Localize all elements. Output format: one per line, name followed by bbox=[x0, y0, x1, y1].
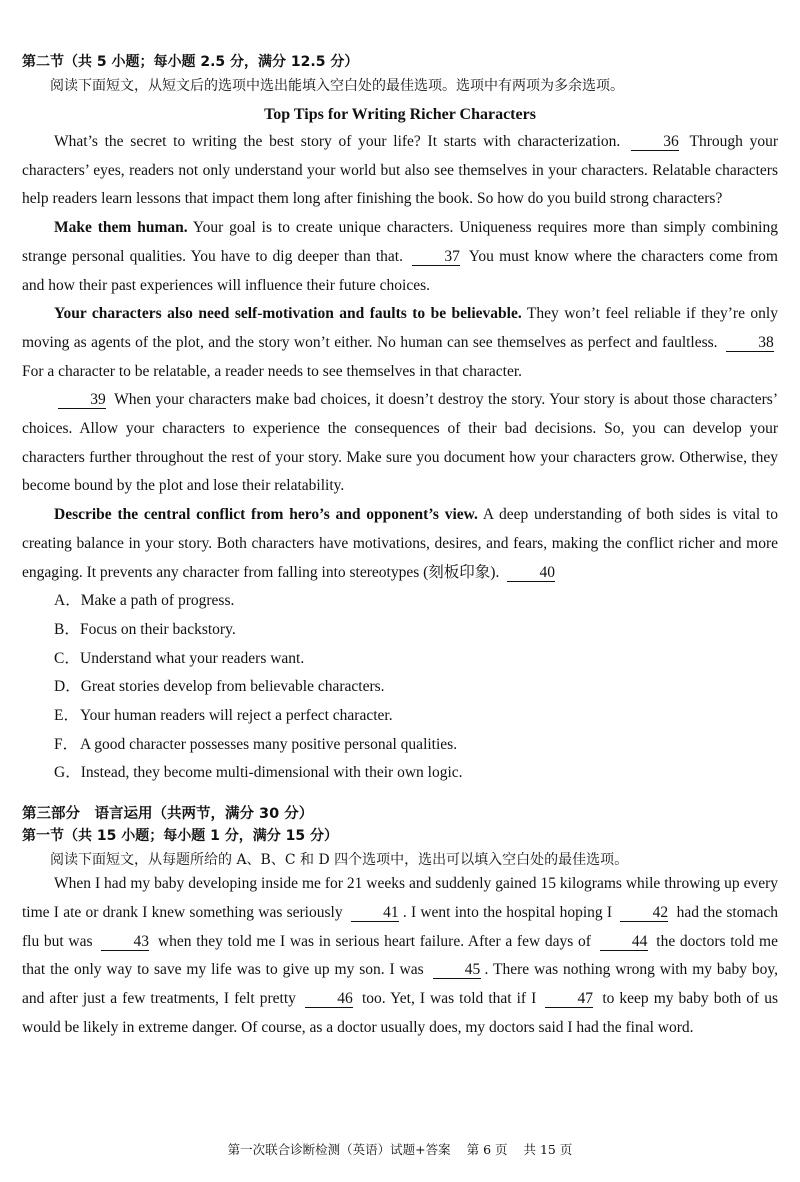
answer-options bbox=[22, 587, 778, 788]
blank-45: 45 bbox=[433, 962, 481, 979]
option-e: E．Your human readers will reject a perfect character. bbox=[54, 707, 393, 725]
blank-46: 46 bbox=[305, 991, 353, 1008]
paragraph-lead: Describe the central conflict from hero’s and opponent’s view. bbox=[54, 506, 478, 524]
cloze-paragraph: When I had my baby developing inside me for 21 weeks and suddenly gained 15 kilograms while throwing up every time I ate or drank I knew something was seriously 41 . I went into the hospital hoping I 42 had the stomach flu but was 43 when they told me I was in serious heart failure. After a few days of 44 the doctors told me that the only way to save my life was to give up my son. I was 45 . There was nothing wrong with my baby boy, and after just a few treatments, I felt pretty 46 too. Yet, I was told that if I 47 to keep my baby both of us would be likely in extreme danger. Of course, as a doctor usually does, my doctors said I had the final word. bbox=[22, 875, 779, 1036]
blank-47: 47 bbox=[545, 991, 593, 1008]
section-heading: 第一节（共 15 小题；每小题 1 分，满分 15 分） bbox=[22, 828, 338, 845]
blank-38: 38 bbox=[726, 335, 774, 352]
option-a: A．Make a path of progress. bbox=[54, 592, 235, 610]
blank-43: 43 bbox=[101, 934, 149, 951]
paragraph-4: 39 When your characters make bad choices, it doesn’t destroy the story. Your story is about those characters’ choices. Allow your characters to experience the consequences of their bad decisions. So, you can develop your characters further throughout the rest of your story. Make sure you document how your characters grow. Otherwise, they become bound by the plot and lose their relatability. bbox=[22, 391, 778, 495]
paragraph-1: What’s the secret to writing the best story of your life? It starts with characterization. 36 Through your characters’ eyes, readers not only understand your world but also see themselves in your characters. Relatable characters help readers learn lessons that impact them long after finishing the book. So how do you build strong characters? bbox=[22, 133, 778, 208]
paragraph-5: Describe the central conflict from hero’s and opponent’s view. A deep understanding of both sides is vital to creating balance in your story. Both characters have motivations, desires, and fears, making the conflict richer and more engaging. It prevents any character from falling into stereotypes (刻板印象). 40 bbox=[22, 506, 778, 581]
section-instructions: 阅读下面短文，从每题所给的 A、B、C 和 D 四个选项中，选出可以填入空白处的最佳选项。 bbox=[50, 852, 629, 869]
page-total: 共 15 页 bbox=[523, 1142, 573, 1157]
part-heading: 第三部分 语言运用（共两节，满分 30 分） bbox=[22, 806, 314, 823]
blank-36: 36 bbox=[631, 134, 679, 151]
section-heading: 第二节（共 5 小题；每小题 2.5 分，满分 12.5 分） bbox=[22, 54, 359, 70]
passage-title: Top Tips for Writing Richer Characters bbox=[264, 106, 536, 123]
option-b: B．Focus on their backstory. bbox=[54, 620, 236, 638]
blank-40: 40 bbox=[507, 565, 555, 582]
exam-name: 第一次联合诊断检测（英语）试题+答案 bbox=[227, 1142, 451, 1157]
blank-37: 37 bbox=[412, 249, 460, 266]
paragraph-lead: Your characters also need self-motivation and faults to be believable. bbox=[54, 305, 522, 323]
paragraph-lead: Make them human. bbox=[54, 219, 188, 237]
blank-42: 42 bbox=[620, 905, 668, 922]
blank-44: 44 bbox=[600, 934, 648, 951]
option-g: G．Instead, they become multi-dimensional with their own logic. bbox=[54, 764, 463, 782]
option-c: C．Understand what your readers want. bbox=[54, 649, 305, 667]
option-d: D．Great stories develop from believable characters. bbox=[54, 678, 385, 696]
page-footer bbox=[0, 1140, 800, 1158]
blank-41: 41 bbox=[351, 905, 399, 922]
option-f: F． A good character possesses many positive personal qualities. bbox=[54, 735, 458, 753]
blank-39: 39 bbox=[58, 392, 106, 409]
page-number: 第 6 页 bbox=[466, 1142, 508, 1157]
paragraph-3: Your characters also need self-motivation and faults to be believable. They won’t feel reliable if they’re only moving as agents of the plot, and the story won’t either. No human can see themselves as perfect and faultless. 38 For a character to be relatable, a reader needs to see themselves in that character. bbox=[22, 305, 778, 380]
paragraph-2: Make them human. Your goal is to create unique characters. Uniqueness requires more than simply combining strange personal qualities. You have to dig deeper than that. 37 You must know where the characters come from and how their past experiences will influence their future choices. bbox=[22, 219, 778, 294]
section-instructions: 阅读下面短文，从短文后的选项中选出能填入空白处的最佳选项。选项中有两项为多余选项。 bbox=[50, 78, 624, 94]
